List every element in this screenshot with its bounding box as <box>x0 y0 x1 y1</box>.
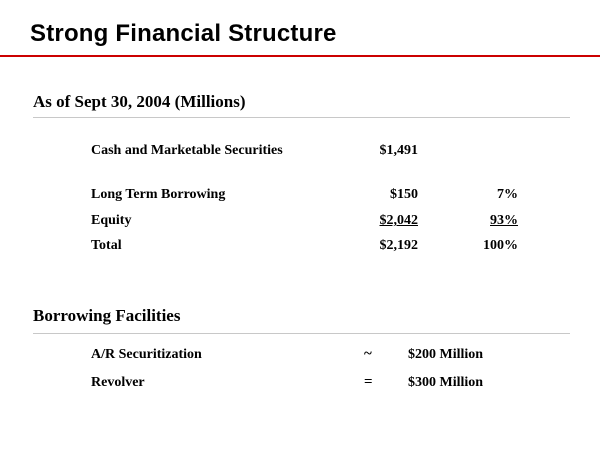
section-divider <box>33 117 570 118</box>
borrowing-percent: 7% <box>497 187 518 202</box>
revolver-value: $300 Million <box>408 375 484 390</box>
borrowing-label: Long Term Borrowing <box>91 187 226 202</box>
total-label: Total <box>91 238 122 253</box>
ar-securitization-label: A/R Securitization <box>91 347 202 362</box>
title-underline <box>0 55 600 57</box>
equity-percent: 93% <box>490 213 518 228</box>
cash-label: Cash and Marketable Securities <box>91 143 283 158</box>
revolver-label: Revolver <box>91 375 145 390</box>
slide-title: Strong Financial Structure <box>30 20 337 47</box>
equals-symbol: = <box>364 374 373 390</box>
approx-symbol: ~ <box>364 346 372 362</box>
borrowing-amount: $150 <box>390 187 418 202</box>
total-percent: 100% <box>483 238 518 253</box>
equity-label: Equity <box>91 213 132 228</box>
equity-amount: $2,042 <box>379 213 418 228</box>
ar-securitization-value: $200 Million <box>408 347 484 362</box>
cash-amount: $1,491 <box>379 143 418 158</box>
total-amount: $2,192 <box>379 238 418 253</box>
financial-position-heading: As of Sept 30, 2004 (Millions) <box>33 92 246 111</box>
section-divider <box>33 333 570 334</box>
borrowing-facilities-heading: Borrowing Facilities <box>33 306 181 325</box>
